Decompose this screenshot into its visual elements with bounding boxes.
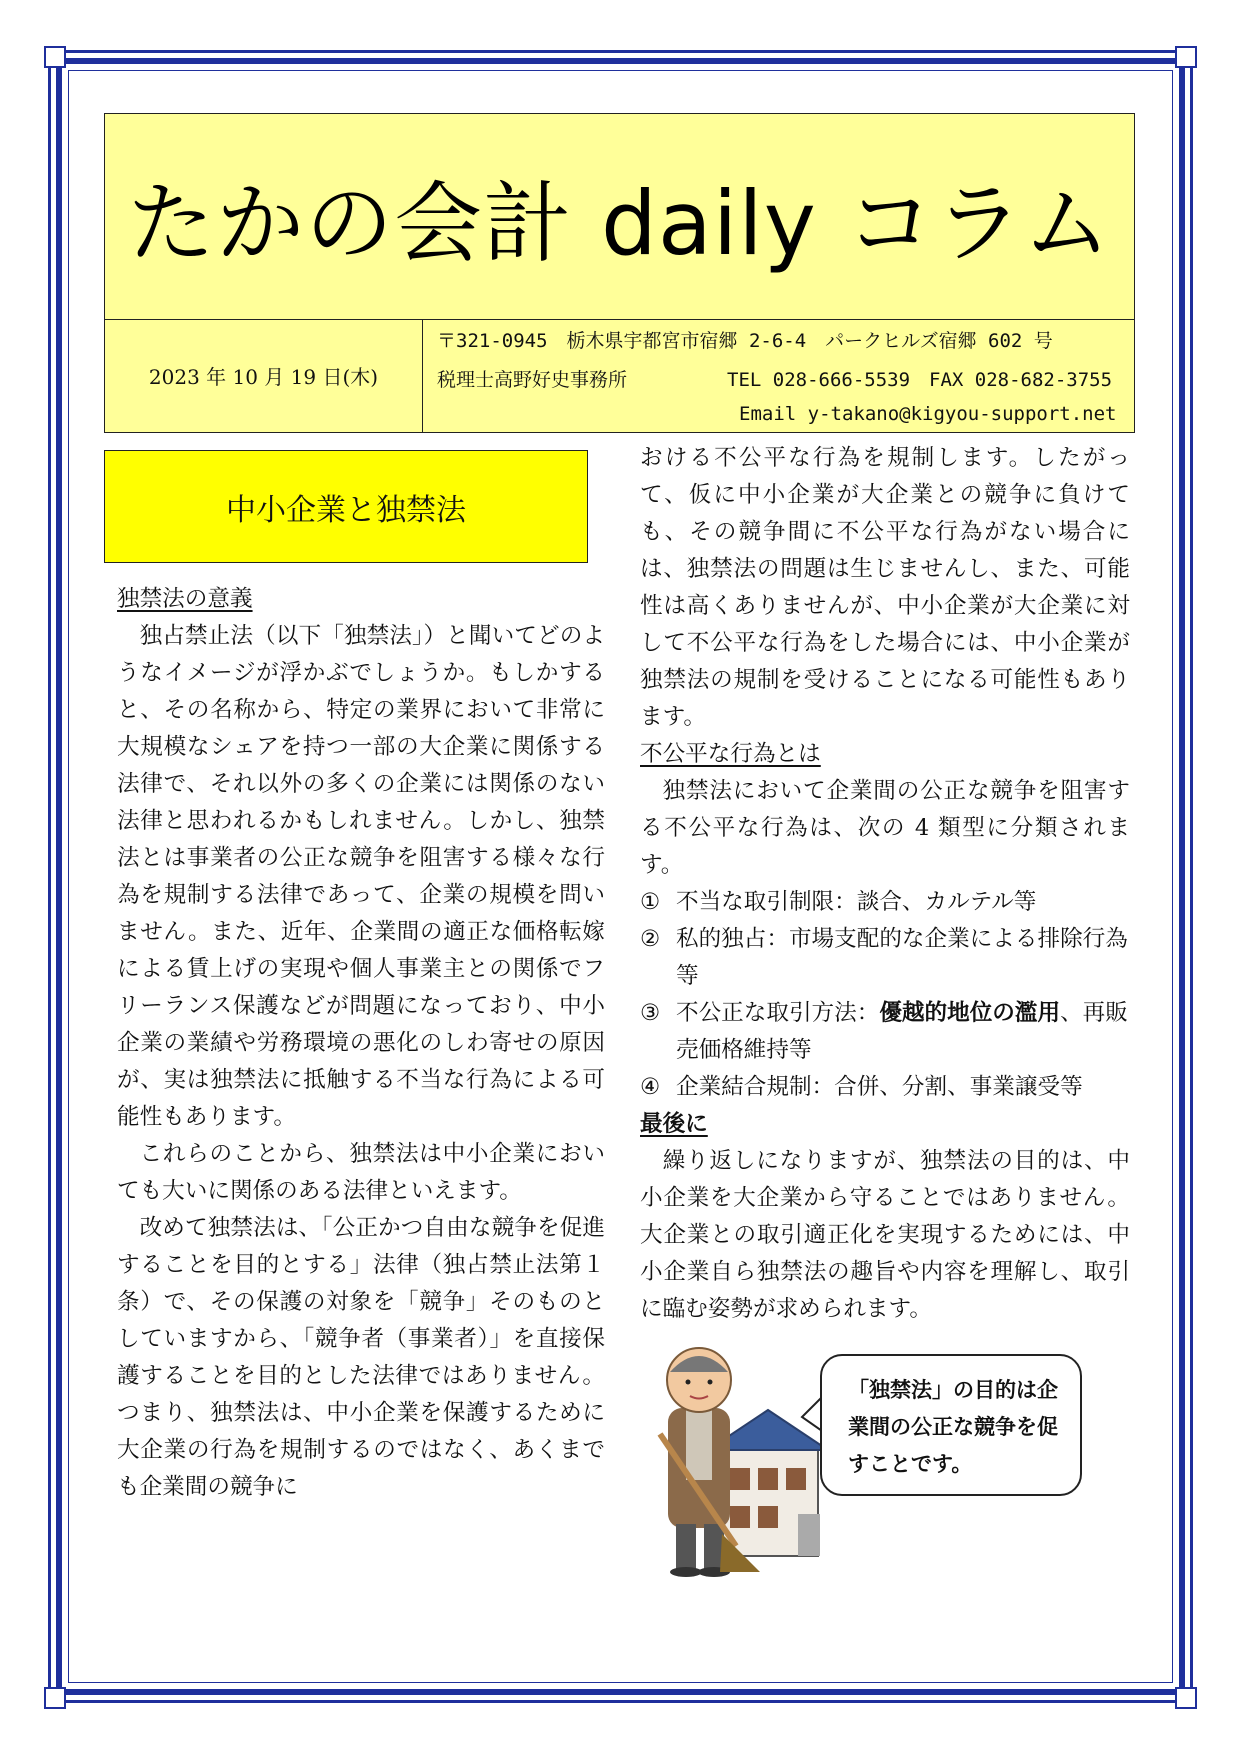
section-heading-significance: 独禁法の意義 xyxy=(117,586,253,612)
emphasis-text: 優越的地位の濫用 xyxy=(879,1000,1061,1026)
section-heading-unfair-acts: 不公平な行為とは xyxy=(640,741,821,767)
list-item: ③ 不公正な取引方法：優越的地位の濫用、再販売価格維持等 xyxy=(640,1000,1128,1063)
list-item: ② 私的独占：市場支配的な企業による排除行為等 xyxy=(640,926,1128,989)
office-name: 税理士高野好史事務所 xyxy=(437,369,628,391)
corner-ornament-bottom-left xyxy=(44,1687,66,1709)
office-email[interactable]: Email y-takano@kigyou-support.net xyxy=(739,403,1117,425)
corner-ornament-top-left xyxy=(44,46,66,68)
corner-ornament-bottom-right xyxy=(1175,1687,1197,1709)
paragraph: 改めて独禁法は、「公正かつ自由な競争を促進することを目的とする」法律（独占禁止法第１条）で、その保護の対象を「競争」そのものとしていますから、「競争者（事業者）」を直接保護することを目的とした法律ではありません。つまり、独禁法は、中小企業を保護するために大企業の行為を規制するのではなく、あくまでも企業間の競争に xyxy=(117,1215,605,1500)
issue-date: 2023 年 10 月 19 日(木) xyxy=(105,319,423,432)
left-column xyxy=(117,581,605,1506)
list-item: ① 不当な取引制限：談合、カルテル等 xyxy=(640,889,1037,915)
speech-bubble: 「独禁法」の目的は企業間の公正な競争を促すことです。 xyxy=(820,1354,1082,1496)
paragraph: これらのことから、独禁法は中小企業においても大いに関係のある法律といえます。 xyxy=(117,1141,605,1204)
corner-ornament-top-right xyxy=(1175,46,1197,68)
paragraph: 独占禁止法（以下「独禁法」）と聞いてどのようなイメージが浮かぶでしょうか。もしかすると、その名称から、特定の業界において非常に大規模なシェアを持つ一部の大企業に関係する法律で、それ以外の多くの企業には関係のない法律と思われるかもしれません。しかし、独禁法とは事業者の公正な競争を阻害する様々な行為を規制する法律であって、企業の規模を問いません。また、近年、企業間の適正な価格転嫁による賃上げの実現や個人事業主との関係でフリーランス保護などが問題になっており、中小企業の業績や労務環境の悪化のしわ寄せの原因が、実は独禁法に抵触する不当な行為による可能性もあります。 xyxy=(117,623,605,1130)
page-title: たかの会計 daily コラム xyxy=(127,171,1112,275)
paragraph: 独禁法において企業間の公正な競争を阻害する不公平な行為は、次の 4 類型に分類されます。 xyxy=(640,778,1130,878)
illustration-man-with-broom xyxy=(648,1338,838,1578)
right-column xyxy=(640,440,1130,1328)
topic-title: 中小企業と独禁法 xyxy=(104,450,588,563)
section-heading-conclusion: 最後に xyxy=(640,1111,708,1137)
paragraph-continued: おける不公平な行為を規制します。したがって、仮に中小企業が大企業との競争に負けても、その競争間に不公平な行為がない場合には、独禁法の問題は生じませんし、また、可能性は高くありませんが、中小企業が大企業に対して不公平な行為をした場合には、中小企業が独禁法の規制を受けることになる可能性もあります。 xyxy=(640,445,1130,730)
header-box xyxy=(104,113,1135,433)
list-item: ④ 企業結合規制：合併、分割、事業譲受等 xyxy=(640,1074,1083,1100)
office-address: 〒321-0945 栃木県宇都宮市宿郷 2-6-4 パークヒルズ宿郷 602 号 xyxy=(437,330,1053,352)
paragraph: 繰り返しになりますが、独禁法の目的は、中小企業を大企業から守ることではありません。大企業との取引適正化を実現するためには、中小企業自ら独禁法の趣旨や内容を理解し、取引に臨む姿勢が求められます。 xyxy=(640,1148,1130,1322)
office-tel-fax: TEL 028-666-5539 FAX 028-682-3755 xyxy=(727,369,1113,391)
